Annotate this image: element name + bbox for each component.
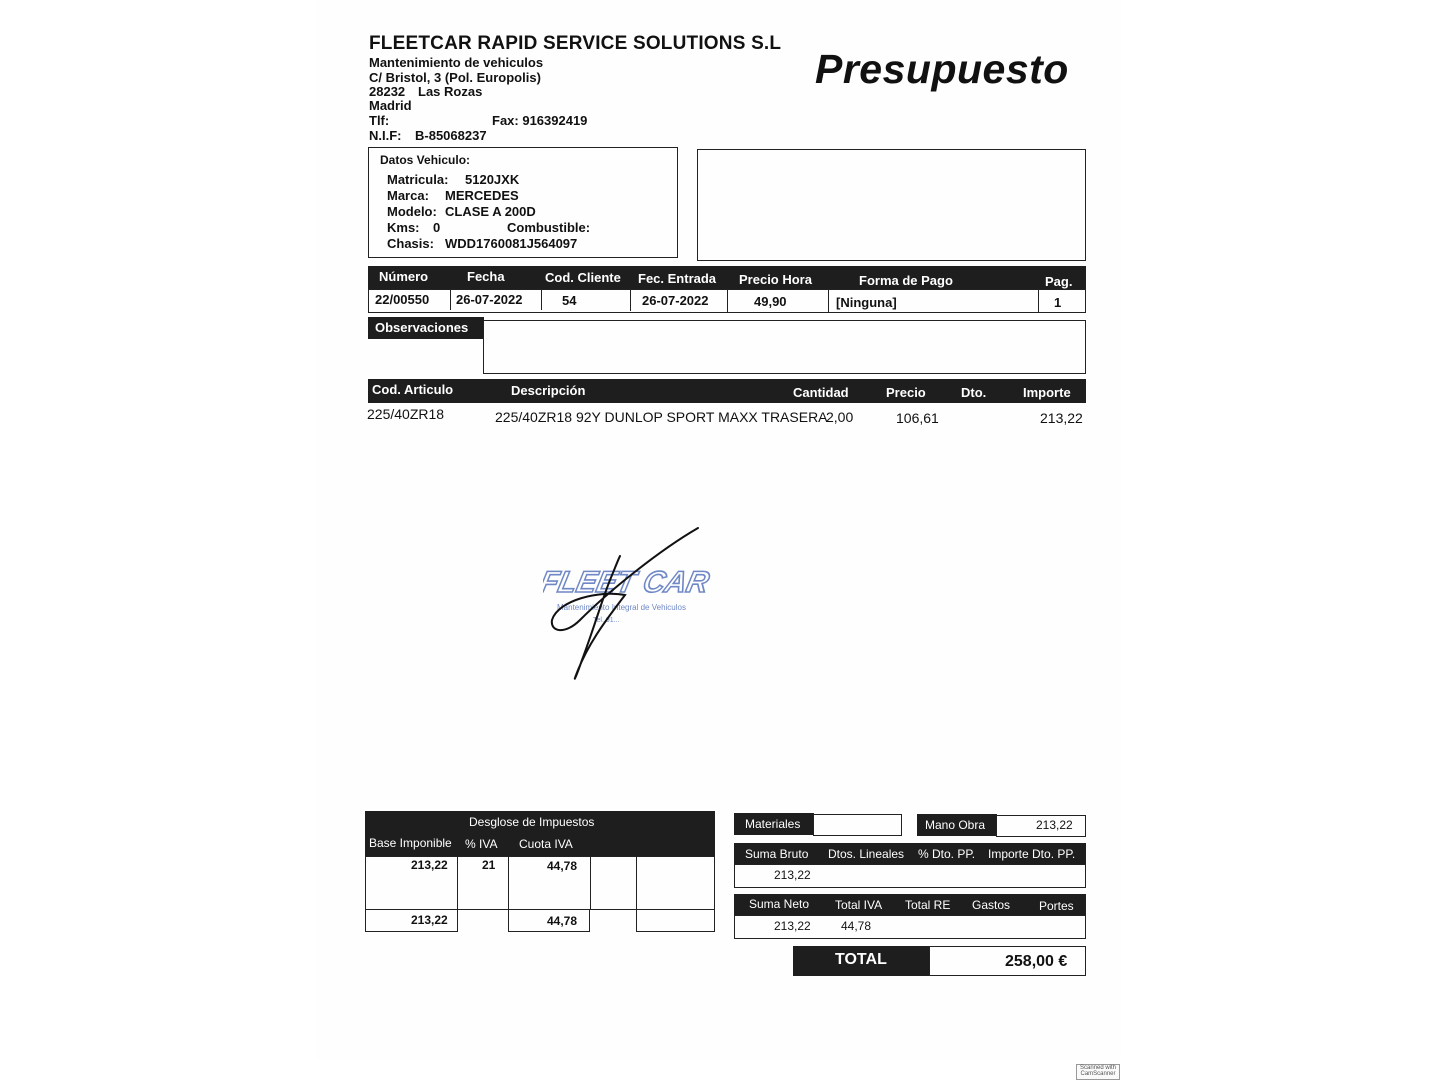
- header-cod-articulo: Cod. Articulo: [372, 382, 454, 397]
- header-precio: Precio: [886, 385, 926, 400]
- company-nif-label: N.I.F:: [369, 128, 402, 143]
- header-descripcion: Descripción: [511, 383, 586, 398]
- observaciones-label: Observaciones: [375, 320, 469, 335]
- tax-total-cuota: 44,78: [547, 914, 578, 928]
- marca-value: MERCEDES: [445, 188, 519, 203]
- matricula-value: 5120JXK: [465, 172, 520, 187]
- precio-hora-value: 49,90: [754, 294, 787, 309]
- suma-bruto-label: Suma Bruto: [745, 847, 809, 861]
- importe-dto-pp-label: Importe Dto. PP.: [988, 847, 1076, 861]
- company-subtitle: Mantenimiento de vehiculos: [369, 55, 544, 70]
- tax-iva-value: 21: [482, 858, 496, 872]
- tax-header-cuota: Cuota IVA: [519, 837, 573, 851]
- observaciones-box: [483, 320, 1086, 374]
- matricula-label: Matricula:: [387, 172, 449, 187]
- total-value: 258,00 €: [1005, 953, 1068, 970]
- header-pag: Pag.: [1045, 274, 1073, 289]
- header-cod-cliente: Cod. Cliente: [545, 270, 621, 285]
- forma-pago-value: [Ninguna]: [836, 295, 897, 310]
- modelo-label: Modelo:: [387, 204, 437, 219]
- fec-entrada-value: 26-07-2022: [642, 293, 709, 308]
- materiales-value-box: [813, 814, 902, 836]
- combustible-label: Combustible:: [507, 220, 591, 235]
- total-iva-label: Total IVA: [835, 898, 883, 912]
- company-town: Las Rozas: [418, 84, 483, 99]
- chasis-value: WDD1760081J564097: [445, 236, 578, 251]
- fecha-value: 26-07-2022: [456, 292, 523, 307]
- company-nif: B-85068237: [415, 128, 487, 143]
- company-city: Madrid: [369, 98, 412, 113]
- tax-total-base: 213,22: [411, 913, 448, 927]
- stamp-brand: FLEET CAR: [543, 566, 712, 599]
- item-description: 225/40ZR18 92Y DUNLOP SPORT MAXX TRASERA: [495, 409, 828, 425]
- total-iva-value: 44,78: [841, 919, 872, 933]
- total-re-label: Total RE: [905, 898, 951, 912]
- company-address: C/ Bristol, 3 (Pol. Europolis): [369, 70, 541, 85]
- kms-value: 0: [433, 220, 441, 235]
- item-importe: 213,22: [1040, 410, 1083, 426]
- header-fecha: Fecha: [467, 269, 505, 284]
- mano-obra-label: Mano Obra: [925, 818, 986, 832]
- header-cantidad: Cantidad: [793, 385, 849, 400]
- marca-label: Marca:: [387, 188, 429, 203]
- tax-header-iva: % IVA: [465, 837, 498, 851]
- header-precio-hora: Precio Hora: [739, 272, 812, 287]
- company-name: FLEETCAR RAPID SERVICE SOLUTIONS S.L: [369, 33, 782, 54]
- tax-base-value: 213,22: [411, 858, 448, 872]
- document-title: Presupuesto: [815, 46, 1069, 92]
- cod-cliente-value: 54: [562, 293, 577, 308]
- chasis-label: Chasis:: [387, 236, 434, 251]
- company-postal-code: 28232: [369, 84, 406, 99]
- kms-label: Kms:: [387, 220, 420, 235]
- suma-neto-value: 213,22: [774, 919, 811, 933]
- company-fax: Fax: 916392419: [492, 113, 588, 128]
- suma-bruto-value: 213,22: [774, 868, 811, 882]
- company-tlf-label: Tlf:: [369, 113, 390, 128]
- camscanner-badge: Scanned with CamScanner: [1076, 1064, 1120, 1080]
- header-forma-pago: Forma de Pago: [859, 273, 953, 288]
- tax-title: Desglose de Impuestos: [469, 815, 595, 829]
- modelo-value: CLASE A 200D: [445, 204, 536, 219]
- item-price: 106,61: [896, 410, 939, 426]
- numero-value: 22/00550: [375, 292, 430, 307]
- dtos-lineales-label: Dtos. Lineales: [828, 847, 905, 861]
- header-dto: Dto.: [961, 385, 987, 400]
- gastos-label: Gastos: [972, 898, 1011, 912]
- vehicle-heading: Datos Vehiculo:: [380, 153, 471, 167]
- tax-header-base: Base Imponible: [369, 836, 452, 850]
- header-importe: Importe: [1023, 385, 1071, 400]
- item-code: 225/40ZR18: [367, 406, 445, 422]
- dto-pp-label: % Dto. PP.: [918, 847, 976, 861]
- header-numero: Número: [379, 269, 429, 284]
- signature: [540, 520, 710, 690]
- stamp-line2: Tel. 91...: [593, 617, 620, 624]
- item-quantity: 2,00: [826, 409, 854, 425]
- customer-box: [697, 149, 1086, 261]
- stamp-line1: Mantenimiento Integral de Vehiculos: [557, 603, 686, 612]
- tax-total-extra-cell: [636, 909, 715, 932]
- tax-cuota-value: 44,78: [547, 859, 578, 873]
- suma-neto-label: Suma Neto: [749, 897, 810, 911]
- total-label: TOTAL: [835, 951, 887, 968]
- materiales-label: Materiales: [745, 817, 801, 831]
- mano-obra-value: 213,22: [1036, 818, 1073, 832]
- portes-label: Portes: [1039, 899, 1074, 913]
- pag-value: 1: [1054, 295, 1062, 310]
- header-fec-entrada: Fec. Entrada: [638, 271, 717, 286]
